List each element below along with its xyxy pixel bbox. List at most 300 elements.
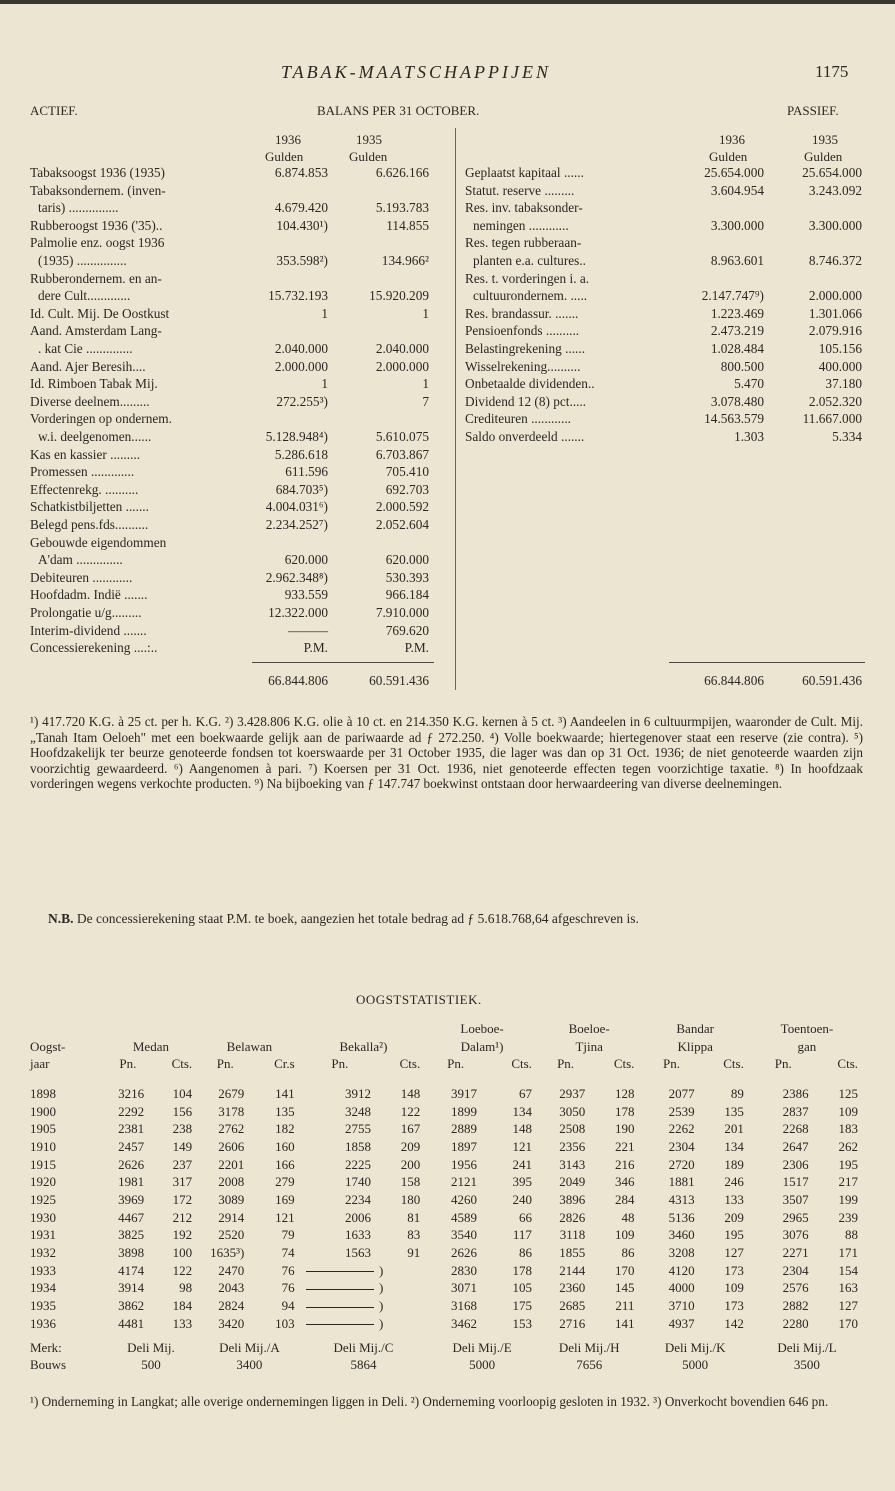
harvest-cts-value: 76 [281, 1262, 295, 1278]
harvest-closed-dash [301, 1280, 379, 1298]
harvest-cts-value: 201 [724, 1121, 744, 1137]
passief-year-1935: 1935 [812, 132, 838, 147]
passief-item-value-1935: 3.243.092 [808, 182, 862, 198]
harvest-cts-value: 178 [512, 1262, 532, 1278]
harvest-cts-value: 163 [838, 1280, 858, 1296]
harvest-cts-value: 195 [838, 1156, 858, 1172]
passief-item-value-1935: 1.301.066 [808, 305, 862, 321]
harvest-pn-value: 4481 [118, 1315, 145, 1331]
harvest-pn-value: 3710 [668, 1298, 695, 1314]
harvest-pn-value: 1855 [559, 1245, 586, 1261]
harvest-cts-value: 173 [724, 1298, 744, 1314]
harvest-pn-value: 2006 [345, 1209, 371, 1225]
harvest-cts-value: 169 [275, 1192, 295, 1208]
actief-item-value-1935: 6.703.867 [375, 446, 429, 462]
harvest-year: 1920 [30, 1174, 56, 1190]
harvest-pn-value: 1563 [345, 1245, 371, 1261]
harvest-pn-value: 2965 [782, 1209, 809, 1225]
harvest-cts-value: 395 [512, 1174, 532, 1190]
harvest-pn-value: 2937 [559, 1085, 586, 1101]
harvest-closed-dash [301, 1262, 379, 1280]
harvest-pn-value: 2716 [559, 1315, 586, 1331]
estate-header-name: Klippa [677, 1038, 713, 1054]
actief-item-label: Vorderingen op ondernem. [30, 411, 172, 427]
harvest-row [30, 1297, 864, 1315]
harvest-pn-value: 4467 [118, 1209, 145, 1225]
harvest-cts-value: 89 [730, 1085, 744, 1101]
harvest-closed-note: ) [379, 1262, 384, 1278]
harvest-cts-value: 167 [400, 1121, 421, 1137]
nb-note [30, 906, 863, 931]
harvest-cts-value: 153 [512, 1315, 532, 1331]
passief-item-value-1935: 11.667.000 [802, 411, 862, 427]
page-running-title: TABAK-MAATSCHAPPIJEN [281, 62, 551, 82]
actief-item-label: Kas en kassier ......... [30, 446, 141, 462]
actief-item-value-1936: 684.703⁵) [275, 481, 328, 497]
harvest-pn-value: 2356 [559, 1138, 586, 1154]
actief-item-value-1936: 353.598²) [276, 253, 328, 268]
nb-text: De concessierekening staat P.M. te boek, aangezien het totale bedrag ad ƒ 5.618.768,64 afgeschreven is. [76, 911, 639, 926]
actief-item-value-1936: 2.234.252⁷) [265, 517, 328, 532]
harvest-pn-value: 2520 [218, 1227, 245, 1243]
actief-item-value-1936: 1 [321, 305, 328, 321]
merk-value: Deli Mij./E [452, 1339, 512, 1355]
harvest-cts-value: 172 [172, 1192, 193, 1208]
actief-item-label-cont: . kat Cie .............. [38, 341, 133, 356]
harvest-pn-value: 3914 [118, 1280, 145, 1296]
actief-item-label: Concessierekening ....:.. [30, 640, 158, 656]
passief-item-value-1935: 105.156 [818, 341, 862, 356]
harvest-row [30, 1138, 864, 1156]
actief-item-value-1935: 530.393 [385, 569, 429, 585]
merk-value: Deli Mij./K [664, 1339, 726, 1355]
actief-item-value-1935: 2.040.000 [375, 341, 429, 356]
actief-item-label: Belegd pens.fds.......... [30, 517, 149, 532]
harvest-year: 1936 [30, 1315, 56, 1331]
unit-header-pn: Pn. [774, 1056, 792, 1072]
actief-total-1936: 66.844.806 [268, 673, 328, 688]
harvest-cts-value: 109 [614, 1227, 635, 1243]
harvest-row [30, 1085, 864, 1103]
harvest-cts-value: 175 [512, 1298, 532, 1314]
passief-item-value-1936: 8.963.601 [710, 253, 764, 268]
actief-item-value-1935: 692.703 [385, 481, 429, 497]
harvest-pn-value: 5136 [668, 1209, 695, 1225]
passief-item-value-1936: 1.028.484 [710, 341, 764, 356]
harvest-cts-value: 67 [518, 1085, 532, 1101]
harvest-cts-value: 100 [172, 1245, 193, 1261]
harvest-cts-value: 141 [614, 1315, 635, 1331]
harvest-cts-value: 211 [615, 1298, 635, 1314]
harvest-cts-value: 238 [172, 1121, 193, 1137]
harvest-table [30, 1020, 864, 1374]
harvest-pn-value: 3969 [118, 1192, 145, 1208]
harvest-cts-value: 148 [512, 1121, 532, 1137]
harvest-pn-value: 2201 [218, 1156, 245, 1172]
harvest-closed-note: ) [379, 1315, 384, 1331]
harvest-pn-value: 3460 [668, 1227, 695, 1243]
harvest-row [30, 1280, 864, 1298]
actief-total-1935: 60.591.436 [369, 673, 429, 688]
passief-year-1936: 1936 [719, 132, 745, 147]
harvest-cts-value: 192 [172, 1227, 193, 1243]
passief-item-value-1935: 8.746.372 [808, 253, 862, 268]
actief-item-label: Debiteuren ............ [30, 569, 133, 585]
harvest-row [30, 1209, 864, 1227]
unit-header-pn: Pn. [447, 1056, 465, 1072]
harvest-cts-value: 184 [172, 1298, 193, 1314]
harvest-cts-value: 221 [614, 1138, 635, 1154]
harvest-pn-value: 1897 [450, 1138, 477, 1154]
harvest-merk-row [30, 1339, 864, 1357]
harvest-cts-value: 74 [281, 1245, 295, 1261]
harvest-row [30, 1227, 864, 1245]
harvest-pn-value: 2576 [782, 1280, 809, 1296]
unit-header-cts: Cr.s [274, 1056, 295, 1072]
harvest-cts-value: 88 [845, 1227, 858, 1243]
harvest-cts-value: 91 [407, 1245, 421, 1261]
harvest-closed-dash [301, 1297, 379, 1315]
closed-estate-line [306, 1271, 374, 1272]
passief-item-label-cont: nemingen ............ [473, 217, 569, 233]
actief-item-value-1935: 15.920.209 [369, 288, 429, 304]
bouws-label: Bouws [30, 1357, 67, 1373]
actief-item-label: Aand. Amsterdam Lang- [30, 323, 162, 339]
actief-item-value-1936: 1 [321, 376, 328, 392]
actief-item-value-1935: 7.910.000 [375, 605, 429, 620]
actief-item-value-1936: P.M. [303, 640, 328, 656]
harvest-cts-value: 142 [724, 1315, 744, 1331]
actief-item-label-cont: dere Cult............. [38, 288, 131, 304]
unit-header-cts: Cts. [613, 1056, 635, 1072]
harvest-pn-value: 2008 [218, 1174, 245, 1190]
harvest-pn-value: 2225 [345, 1156, 371, 1172]
estate-header-top: Boeloe- [568, 1020, 610, 1036]
harvest-pn-value: 1517 [782, 1174, 809, 1190]
harvest-pn-value: 1635³) [210, 1245, 245, 1261]
harvest-pn-value: 1899 [450, 1103, 477, 1119]
page-number: 1175 [815, 62, 849, 81]
estate-header-top: Bandar [676, 1020, 714, 1036]
harvest-pn-value: 1858 [345, 1138, 371, 1154]
harvest-pn-value: 3208 [668, 1245, 695, 1261]
harvest-cts-value: 109 [724, 1280, 744, 1296]
harvest-pn-value: 2762 [218, 1121, 245, 1137]
actief-item-value-1936: 933.559 [284, 587, 328, 603]
harvest-pn-value: 1956 [450, 1156, 477, 1172]
harvest-cts-value: 200 [400, 1156, 421, 1172]
passief-item-label: Crediteuren ............ [465, 411, 571, 427]
actief-item-value-1935: 5.610.075 [375, 429, 429, 444]
actief-item-value-1936: 2.040.000 [274, 341, 328, 356]
harvest-year: 1910 [30, 1138, 56, 1154]
harvest-cts-value: 190 [614, 1121, 635, 1137]
actief-item-label: Aand. Ajer Beresih.... [30, 358, 146, 374]
bouws-value: 5864 [350, 1357, 377, 1373]
harvest-row [30, 1156, 864, 1174]
harvest-cts-value: 148 [400, 1085, 421, 1101]
harvest-year: 1935 [30, 1298, 56, 1314]
harvest-pn-value: 1740 [345, 1174, 371, 1190]
harvest-year: 1933 [30, 1262, 56, 1278]
harvest-cts-value: 156 [172, 1103, 193, 1119]
actief-unit-1936: Gulden [265, 149, 304, 164]
balance-title: BALANS PER 31 OCTOBER. [317, 103, 480, 118]
harvest-year: 1915 [30, 1156, 56, 1172]
harvest-pn-value: 4589 [450, 1209, 477, 1225]
harvest-cts-value: 209 [724, 1209, 744, 1225]
passief-unit-1936: Gulden [709, 149, 748, 164]
actief-item-value-1935: 1 [422, 305, 429, 321]
harvest-cts-value: 173 [724, 1262, 744, 1278]
harvest-row [30, 1262, 864, 1280]
harvest-cts-value: 166 [275, 1156, 295, 1172]
harvest-pn-value: 2304 [668, 1138, 695, 1154]
harvest-closed-dash [301, 1315, 379, 1333]
harvest-cts-value: 141 [275, 1085, 295, 1101]
actief-item-label: Prolongatie u/g......... [30, 605, 142, 620]
actief-item-label-cont: A'dam .............. [38, 552, 123, 568]
harvest-cts-value: 133 [172, 1315, 193, 1331]
actief-item-label-cont: taris) ............... [38, 200, 119, 216]
harvest-pn-value: 2606 [218, 1138, 245, 1154]
passief-total-rule [669, 662, 865, 663]
passief-item-label: Res. brandassur. ....... [465, 305, 579, 321]
harvest-cts-value: 154 [838, 1262, 858, 1278]
harvest-cts-value: 171 [838, 1245, 858, 1261]
passief-item-value-1936: 1.303 [734, 429, 764, 444]
passief-item-label: Res. tegen rubberaan- [465, 235, 582, 251]
actief-item-label: Hoofdadm. Indië ....... [30, 587, 148, 603]
unit-header-pn: Pn. [216, 1056, 234, 1072]
harvest-cts-value: 94 [281, 1298, 295, 1314]
passief-item-label: Statut. reserve ......... [465, 182, 575, 198]
harvest-footnote-text: ¹) Onderneming in Langkat; alle overige ondernemingen liggen in Deli. ²) Onderneming voorloopig gesloten in 1932. ³) Onverkocht bovendien 646 pn. [30, 1394, 829, 1409]
harvest-pn-value: 2837 [782, 1103, 809, 1119]
actief-year-1935: 1935 [356, 132, 382, 147]
actief-item-label: Palmolie enz. oogst 1936 [30, 235, 165, 251]
harvest-pn-value: 3420 [218, 1315, 245, 1331]
harvest-pn-value: 2508 [559, 1121, 586, 1137]
harvest-cts-value: 216 [614, 1156, 635, 1172]
harvest-cts-value: 134 [512, 1103, 532, 1119]
merk-value: Deli Mij. [127, 1339, 175, 1355]
harvest-cts-value: 284 [614, 1192, 635, 1208]
passief-item-value-1936: 25.654.000 [704, 165, 764, 180]
estate-header-name: Bekalla²) [339, 1038, 388, 1054]
harvest-closed-note: ) [379, 1298, 384, 1314]
balance-divider [455, 128, 456, 690]
bouws-value: 7656 [576, 1357, 603, 1373]
harvest-pn-value: 2271 [782, 1245, 809, 1261]
harvest-row [30, 1174, 864, 1192]
harvest-pn-value: 2647 [782, 1138, 809, 1154]
harvest-header-name [30, 1038, 864, 1056]
actief-item-value-1935: 620.000 [385, 552, 429, 568]
harvest-pn-value: 2685 [559, 1298, 586, 1314]
harvest-pn-value: 2077 [668, 1085, 695, 1101]
unit-header-pn: Pn. [557, 1056, 575, 1072]
harvest-cts-value: 183 [838, 1121, 858, 1137]
harvest-cts-value: 79 [281, 1227, 295, 1243]
harvest-pn-value: 2679 [218, 1085, 245, 1101]
harvest-pn-value: 3143 [559, 1156, 586, 1172]
estate-header-name: Dalam¹) [460, 1038, 504, 1054]
passief-item-label: Dividend 12 (8) pct..... [465, 393, 587, 409]
harvest-cts-value: 122 [400, 1103, 421, 1119]
actief-item-value-1935: 2.000.000 [375, 358, 429, 374]
harvest-cts-value: 240 [512, 1192, 532, 1208]
passief-item-value-1936: 2.473.219 [710, 323, 764, 339]
harvest-cts-value: 237 [172, 1156, 193, 1172]
harvest-pn-value: 2470 [218, 1262, 245, 1278]
actief-item-value-1935: 6.626.166 [375, 165, 429, 180]
harvest-year: 1931 [30, 1227, 56, 1243]
passief-total-1935: 60.591.436 [802, 673, 862, 688]
harvest-cts-value: 83 [407, 1227, 421, 1243]
passief-item-label: Onbetaalde dividenden.. [465, 376, 595, 392]
actief-item-label: Interim-dividend ....... [30, 622, 147, 638]
harvest-pn-value: 2304 [782, 1262, 809, 1278]
estate-header-name: gan [797, 1038, 817, 1054]
actief-item-label: Rubberoogst 1936 ('35).. [30, 217, 163, 233]
passief-item-label: Wisselrekening.......... [465, 358, 581, 374]
passief-item-value-1935: 25.654.000 [802, 165, 862, 180]
actief-item-label-cont: (1935) ............... [38, 253, 127, 268]
harvest-pn-value: 3825 [118, 1227, 145, 1243]
actief-item-value-1935: 2.052.604 [375, 517, 429, 532]
harvest-pn-value: 3862 [118, 1298, 145, 1314]
actief-item-value-1935: 5.193.783 [375, 200, 429, 216]
harvest-pn-value: 4937 [668, 1315, 695, 1331]
passief-item-label: Res. t. vorderingen i. a. [465, 270, 590, 286]
actief-item-label: Schatkistbiljetten ....... [30, 499, 149, 515]
passief-item-value-1935: 3.300.000 [808, 217, 862, 233]
passief-total-1936: 66.844.806 [704, 673, 764, 688]
estate-header-name: Medan [132, 1038, 169, 1054]
actief-item-value-1936: 15.732.193 [268, 288, 328, 304]
merk-value: Deli Mij./L [777, 1339, 837, 1355]
passief-item-value-1936: 5.470 [734, 376, 764, 392]
harvest-cts-value: 158 [400, 1174, 421, 1190]
harvest-pn-value: 3917 [450, 1085, 477, 1101]
unit-header-pn: Pn. [331, 1056, 349, 1072]
harvest-cts-value: 104 [172, 1085, 193, 1101]
estate-header-top: Toentoen- [780, 1020, 834, 1036]
harvest-cts-value: 134 [724, 1138, 744, 1154]
harvest-cts-value: 121 [512, 1138, 532, 1154]
actief-item-value-1936: 12.322.000 [268, 605, 328, 620]
harvest-pn-value: 2386 [782, 1085, 809, 1101]
harvest-pn-value: 3896 [559, 1192, 586, 1208]
harvest-pn-value: 2626 [118, 1156, 145, 1172]
harvest-pn-value: 1633 [345, 1227, 371, 1243]
harvest-pn-value: 4313 [668, 1192, 695, 1208]
passief-item-value-1936: 1.223.469 [710, 305, 764, 321]
actief-unit-1935: Gulden [349, 149, 388, 164]
harvest-pn-value: 4120 [668, 1262, 695, 1278]
passief-item-value-1935: 37.180 [825, 376, 862, 392]
harvest-cts-value: 346 [614, 1174, 635, 1190]
harvest-pn-value: 2268 [782, 1121, 809, 1137]
harvest-row [30, 1120, 864, 1138]
harvest-pn-value: 3507 [782, 1192, 809, 1208]
actief-item-value-1936: 104.430¹) [276, 217, 328, 233]
harvest-cts-value: 133 [724, 1192, 744, 1208]
passief-label: PASSIEF. [787, 103, 839, 118]
actief-item-value-1936: ——— [288, 622, 328, 638]
harvest-pn-value: 2914 [218, 1209, 245, 1225]
harvest-cts-value: 135 [275, 1103, 295, 1119]
actief-item-label: Id. Rimboen Tabak Mij. [30, 376, 158, 392]
merk-value: Deli Mij./H [558, 1339, 620, 1355]
harvest-year: 1900 [30, 1103, 56, 1119]
harvest-year: 1898 [30, 1085, 56, 1101]
estate-header-top [301, 1020, 427, 1038]
balance-footnotes [30, 714, 863, 792]
harvest-pn-value: 2144 [559, 1262, 586, 1278]
passief-item-value-1936: 3.078.480 [710, 393, 764, 409]
harvest-pn-value: 2889 [450, 1121, 477, 1137]
actief-item-value-1935: 114.855 [386, 217, 429, 233]
harvest-row [30, 1315, 864, 1333]
harvest-pn-value: 4000 [668, 1280, 695, 1296]
harvest-cts-value: 86 [518, 1245, 532, 1261]
harvest-cts-value: 66 [518, 1209, 532, 1225]
passief-item-value-1935: 2.079.916 [808, 323, 862, 339]
harvest-pn-value: 4260 [450, 1192, 477, 1208]
harvest-pn-value: 3168 [450, 1298, 477, 1314]
harvest-spacer-cell [30, 1073, 864, 1085]
harvest-pn-value: 2234 [345, 1192, 371, 1208]
harvest-header-top [30, 1020, 864, 1038]
actief-item-label-cont: w.i. deelgenomen...... [38, 429, 152, 444]
bouws-value: 5000 [682, 1357, 709, 1373]
harvest-pn-value: 1981 [118, 1174, 145, 1190]
harvest-cts-value: 122 [172, 1262, 193, 1278]
harvest-cts-value: 178 [614, 1103, 635, 1119]
actief-item-value-1936: 272.255³) [276, 393, 328, 409]
actief-item-value-1935: 7 [422, 393, 429, 409]
harvest-cts-value: 81 [407, 1209, 421, 1225]
harvest-cts-value: 180 [400, 1192, 421, 1208]
actief-total-rule [252, 662, 434, 663]
merk-value: Deli Mij./A [219, 1339, 280, 1355]
passief-item-label: Geplaatst kapitaal ...... [465, 165, 584, 180]
passief-item-label-cont: planten e.a. cultures.. [473, 253, 586, 268]
actief-label: ACTIEF. [30, 103, 78, 118]
harvest-cts-value: 145 [614, 1280, 635, 1296]
harvest-pn-value: 2457 [118, 1138, 145, 1154]
harvest-cts-value: 117 [512, 1227, 532, 1243]
passief-item-value-1936: 3.300.000 [710, 217, 764, 233]
passief-item-label: Pensioenfonds .......... [465, 323, 580, 339]
actief-item-value-1936: 5.128.948⁴) [265, 429, 328, 444]
harvest-cts-value: 189 [724, 1156, 744, 1172]
bouws-value: 3500 [793, 1357, 820, 1373]
harvest-cts-value: 209 [400, 1138, 421, 1154]
harvest-pn-value: 2882 [782, 1298, 809, 1314]
harvest-pn-value: 3178 [218, 1103, 245, 1119]
actief-item-value-1935: 2.000.592 [375, 499, 429, 515]
actief-item-value-1935: 1 [422, 376, 429, 392]
closed-estate-line [306, 1307, 374, 1308]
harvest-pn-value: 2306 [782, 1156, 809, 1172]
harvest-pn-value: 2280 [782, 1315, 809, 1331]
passief-item-label-cont: cultuurondernem. ..... [473, 288, 588, 304]
harvest-pn-value: 2381 [118, 1121, 145, 1137]
unit-header-cts: Cts. [399, 1056, 421, 1072]
